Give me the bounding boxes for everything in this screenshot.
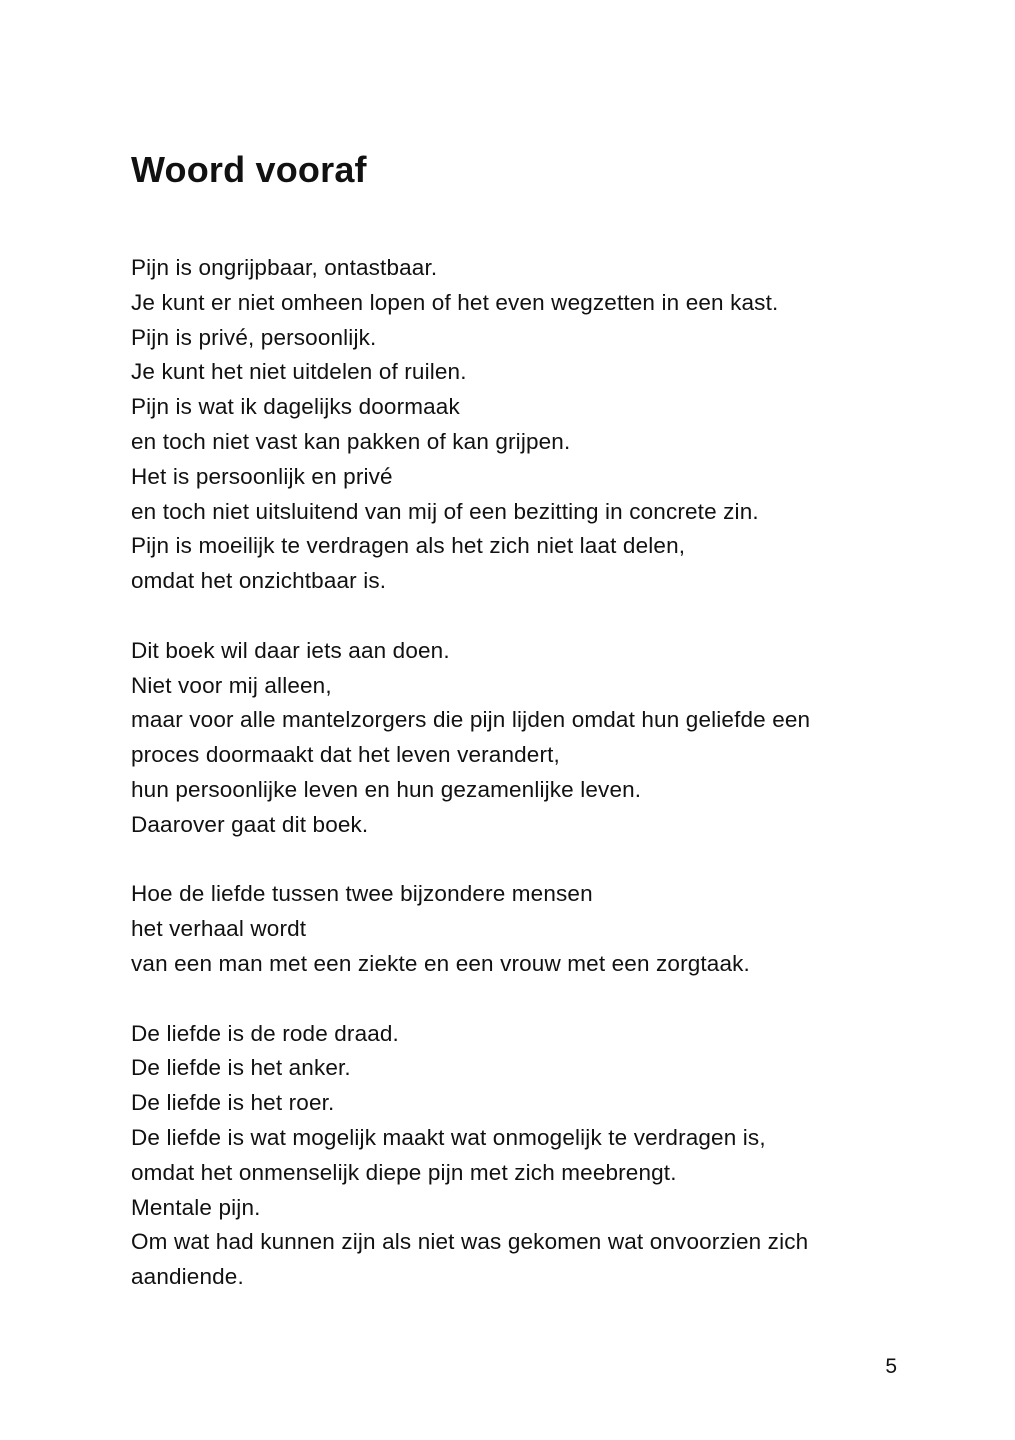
text-line: Niet voor mij alleen,	[131, 672, 332, 698]
text-line: De liefde is het anker.	[131, 1055, 351, 1081]
text-line: Je kunt er niet omheen lopen of het even wegzetten in een kast.	[131, 289, 779, 315]
text-line: Pijn is moeilijk te verdragen als het zich niet laat delen,	[131, 533, 686, 559]
text-line: Pijn is privé, persoonlijk.	[131, 324, 377, 350]
text-line: proces doormaakt dat het leven verandert,	[131, 742, 560, 768]
text-line: Pijn is ongrijpbaar, ontastbaar.	[131, 255, 438, 280]
page-title: Woord vooraf	[131, 149, 367, 190]
text-line: Hoe de liefde tussen twee bijzondere mensen	[131, 881, 593, 907]
text-line: De liefde is wat mogelijk maakt wat onmogelijk te verdragen is,	[131, 1124, 766, 1150]
text-line: Pijn is wat ik dagelijks doormaak	[131, 394, 460, 420]
text-line: en toch niet vast kan pakken of kan grijpen.	[131, 428, 571, 454]
text-line: Het is persoonlijk en privé	[131, 463, 393, 489]
text-line: aandiende.	[131, 1264, 244, 1290]
text-line: Mentale pijn.	[131, 1194, 261, 1220]
text-line: van een man met een ziekte en een vrouw met een zorgtaak.	[131, 950, 750, 976]
text-line: Dit boek wil daar iets aan doen.	[131, 637, 450, 663]
stanza	[131, 1017, 921, 1295]
foreword-body	[131, 251, 921, 1295]
stanza	[131, 877, 921, 981]
text-line: Je kunt het niet uitdelen of ruilen.	[131, 359, 467, 385]
text-line: hun persoonlijke leven en hun gezamenlijke leven.	[131, 776, 642, 802]
page-number: 5	[885, 1355, 897, 1378]
text-line: Om wat had kunnen zijn als niet was gekomen wat onvoorzien zich	[131, 1229, 809, 1255]
stanza	[131, 251, 921, 599]
text-line: omdat het onmenselijk diepe pijn met zich meebrengt.	[131, 1159, 677, 1185]
text-line: het verhaal wordt	[131, 916, 307, 942]
text-line: De liefde is het roer.	[131, 1090, 335, 1116]
text-line: en toch niet uitsluitend van mij of een bezitting in concrete zin.	[131, 498, 759, 524]
text-line: omdat het onzichtbaar is.	[131, 568, 387, 594]
text-line: De liefde is de rode draad.	[131, 1020, 399, 1046]
text-line: Daarover gaat dit boek.	[131, 811, 369, 837]
stanza	[131, 634, 921, 843]
text-line: maar voor alle mantelzorgers die pijn lijden omdat hun geliefde een	[131, 707, 811, 733]
